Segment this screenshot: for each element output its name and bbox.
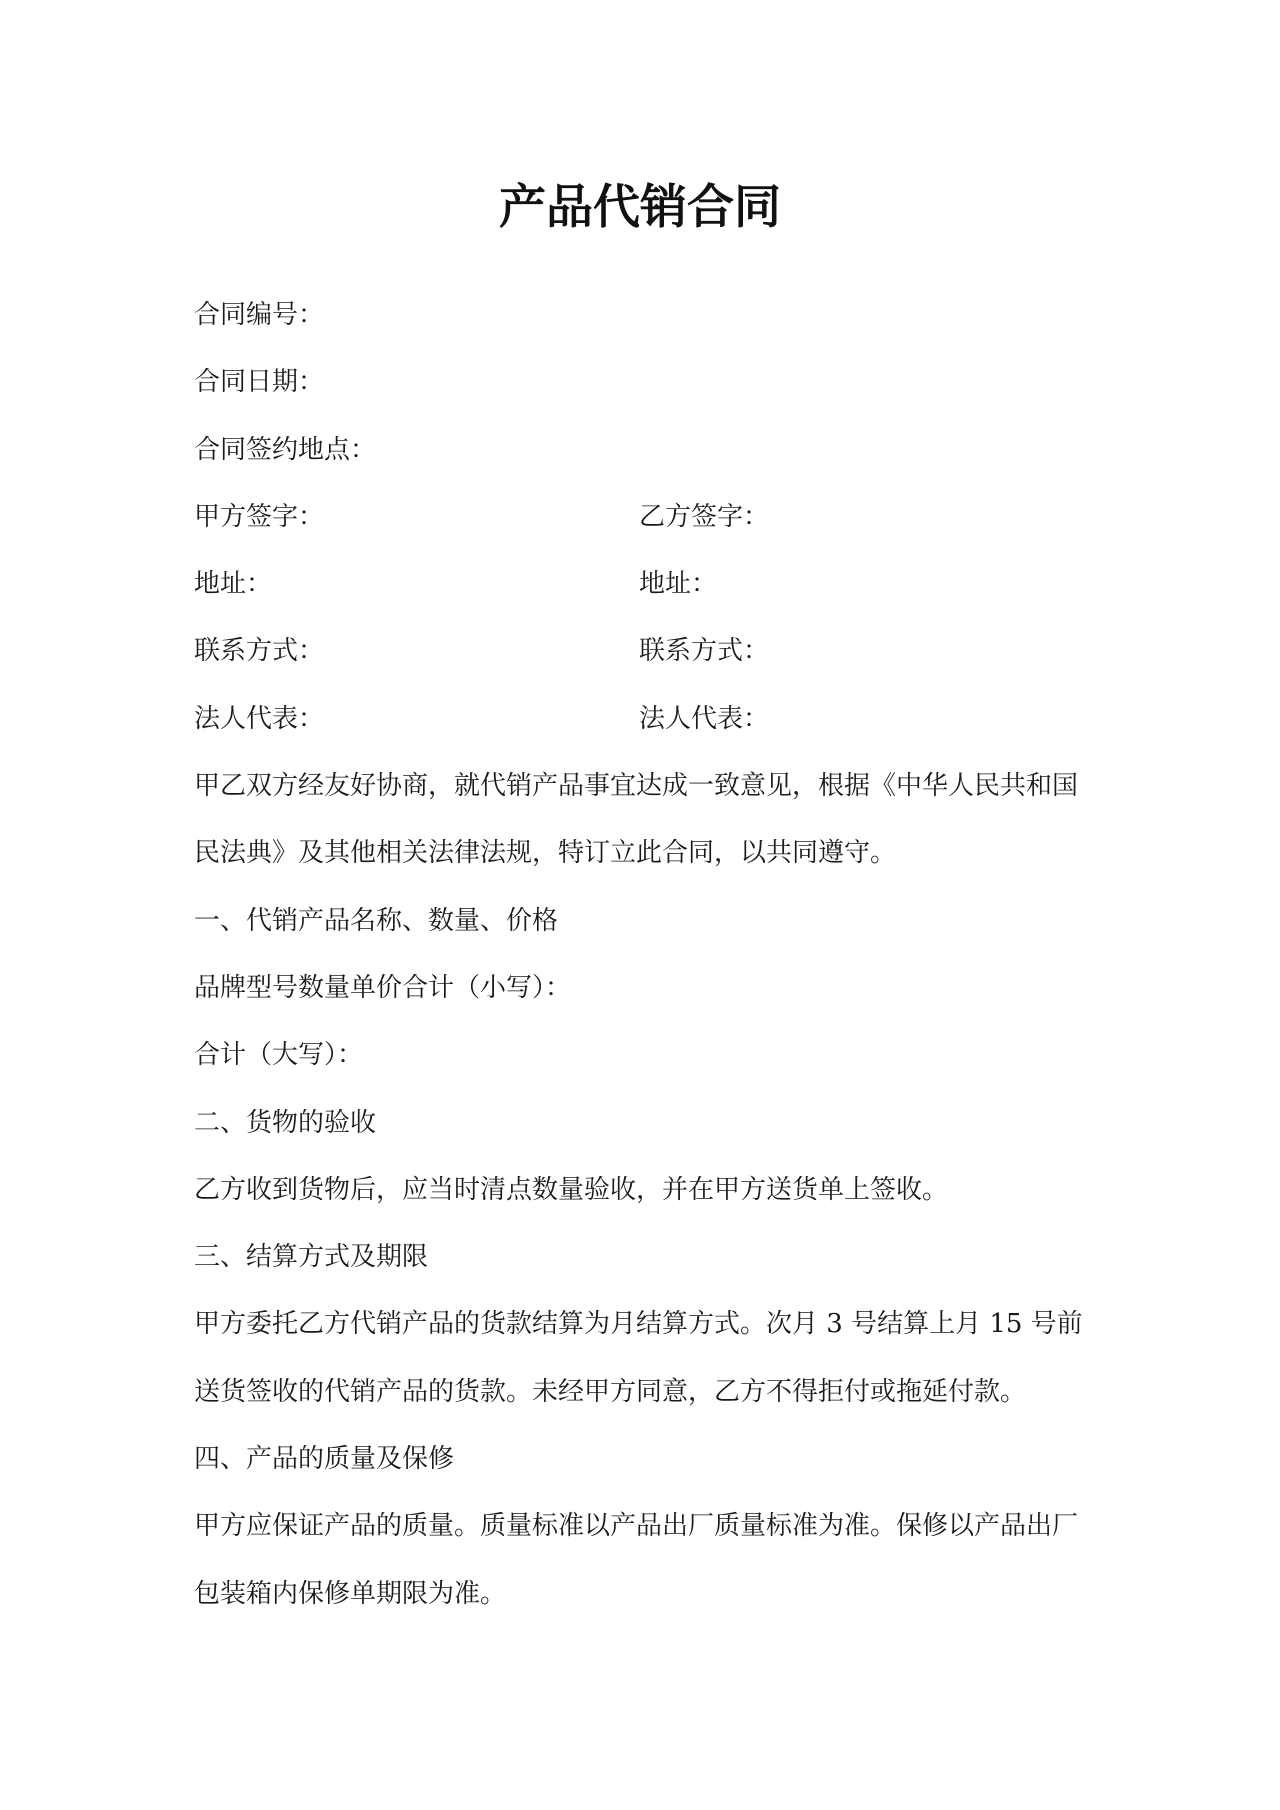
- paragraph-line: 送货签收的代销产品的货款。未经甲方同意，乙方不得拒付或拖延付款。: [194, 1376, 1027, 1407]
- party-b-address-label: 地址：: [639, 569, 718, 600]
- section-heading: 二、货物的验收: [194, 1107, 377, 1138]
- total-uppercase-field: 合计（大写）：: [194, 1040, 364, 1071]
- party-b-legal-rep-label: 法人代表：: [639, 703, 770, 734]
- paragraph-line: 甲方委托乙方代销产品的货款结算为月结算方式。次月 3 号结算上月 15 号前: [194, 1309, 1083, 1340]
- party-a-signature-label: 甲方签字：: [194, 501, 325, 532]
- paragraph-line: 包装箱内保修单期限为准。: [194, 1578, 507, 1609]
- intro-paragraph: [194, 753, 1094, 888]
- party-a-legal-rep-label: 法人代表：: [194, 703, 325, 734]
- document-title: 产品代销合同: [499, 180, 781, 235]
- contract-number-field: 合同编号：: [194, 300, 325, 330]
- paragraph-line: 甲方应保证产品的质量。质量标准以产品出厂质量标准为准。保修以产品出厂: [194, 1511, 1079, 1542]
- party-a-address-label: 地址：: [194, 569, 273, 600]
- signing-place-field: 合同签约地点：: [194, 434, 377, 465]
- address-row: [194, 551, 1094, 618]
- party-a-contact-label: 联系方式：: [194, 636, 325, 667]
- signature-row: [194, 484, 1094, 551]
- paragraph-line: 甲乙双方经友好协商，就代销产品事宜达成一致意见，根据《中华人民共和国: [194, 771, 1079, 802]
- legal-rep-row: [194, 686, 1094, 753]
- section-heading: 三、结算方式及期限: [194, 1242, 429, 1273]
- document-body: [194, 282, 1094, 1628]
- paragraph-line: 乙方收到货物后，应当时清点数量验收，并在甲方送货单上签收。: [194, 1174, 949, 1205]
- section-settlement: [194, 1224, 1094, 1426]
- subtotal-lowercase-field: 品牌型号数量单价合计（小写）：: [194, 972, 572, 1003]
- section-acceptance: [194, 1090, 1094, 1225]
- section-products: [194, 888, 1094, 1090]
- party-b-signature-label: 乙方签字：: [639, 501, 770, 532]
- section-heading: 四、产品的质量及保修: [194, 1444, 455, 1475]
- contact-row: [194, 618, 1094, 685]
- paragraph-line: 民法典》及其他相关法律法规，特订立此合同，以共同遵守。: [194, 838, 897, 869]
- contract-date-field: 合同日期：: [194, 367, 325, 398]
- party-b-contact-label: 联系方式：: [639, 636, 770, 667]
- section-quality: [194, 1426, 1094, 1628]
- section-heading: 一、代销产品名称、数量、价格: [194, 905, 559, 936]
